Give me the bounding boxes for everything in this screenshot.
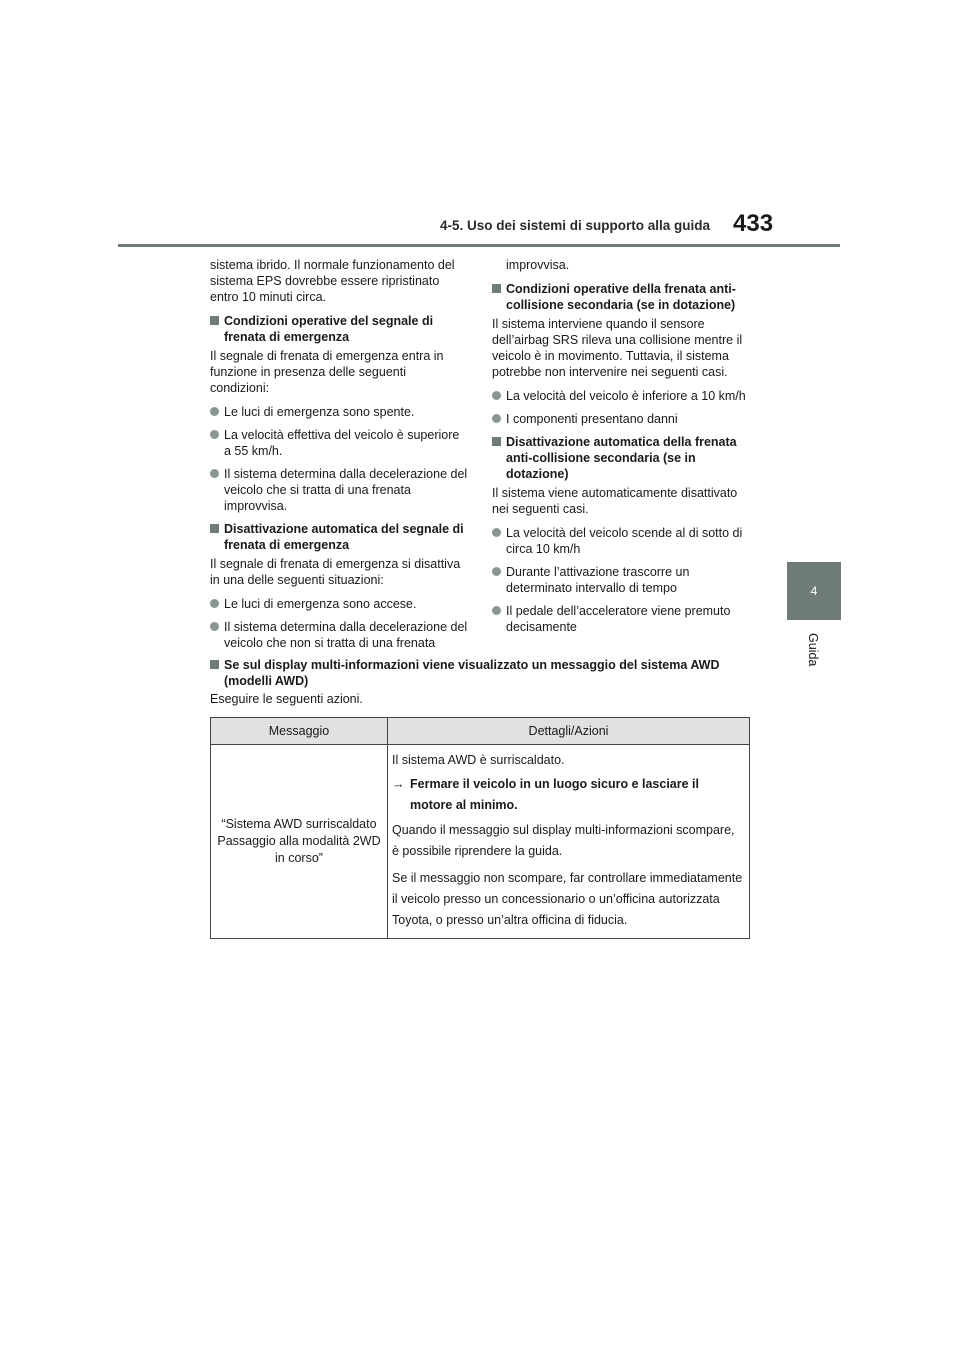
message-cell: “Sistema AWD surriscaldato Passaggio alla modalità 2WD in corso”	[211, 745, 388, 939]
circle-bullet-icon	[210, 599, 219, 608]
awd-section-body: Eseguire le seguenti azioni.	[210, 692, 363, 706]
header-divider	[118, 244, 840, 247]
table-header-row	[211, 718, 750, 745]
square-bullet-icon	[492, 437, 501, 446]
circle-bullet-icon	[210, 469, 219, 478]
square-bullet-icon	[210, 524, 219, 533]
awd-section-heading: Se sul display multi-informazioni viene visualizzato un messaggio del sistema AWD (modelli AWD)	[210, 657, 750, 689]
square-bullet-icon	[210, 316, 219, 325]
detail-text: Se il messaggio non scompare, far controllare immediatamente il veicolo presso un concessionario o un’officina autorizzata Toyota, o presso un’altra officina di fiducia.	[392, 871, 743, 927]
circle-bullet-icon	[210, 407, 219, 416]
square-bullet-icon	[210, 660, 219, 669]
chapter-tab: 4	[787, 562, 841, 620]
intro-paragraph: sistema ibrido. Il normale funzionamento del sistema EPS dovrebbe essere ripristinato entro 10 minuti circa.	[210, 258, 455, 304]
details-cell	[388, 745, 750, 939]
section-heading: Disattivazione automatica del segnale di frenata di emergenza	[210, 521, 468, 553]
square-bullet-icon	[492, 284, 501, 293]
list-item: Le luci di emergenza sono spente.	[210, 404, 468, 420]
list-item: La velocità del veicolo è inferiore a 10 km/h	[492, 388, 750, 404]
list-item: Il pedale dell’acceleratore viene premuto decisamente	[492, 603, 750, 635]
section-title: 4-5. Uso dei sistemi di supporto alla guida	[440, 218, 711, 233]
left-column	[210, 257, 468, 658]
detail-text: Il sistema AWD è surriscaldato.	[392, 753, 565, 767]
list-item: La velocità del veicolo scende al di sotto di circa 10 km/h	[492, 525, 750, 557]
section-body: Il sistema interviene quando il sensore dell’airbag SRS rileva una collisione mentre il veicolo è in movimento. Tuttavia, il sistema potrebbe non intervenire nei seguenti casi.	[492, 317, 743, 379]
right-column	[492, 257, 750, 642]
circle-bullet-icon	[210, 622, 219, 631]
circle-bullet-icon	[210, 430, 219, 439]
list-item: Il sistema determina dalla decelerazione del veicolo che si tratta di una frenata improvvisa.	[210, 466, 468, 514]
table-row	[211, 745, 750, 939]
list-item: La velocità effettiva del veicolo è superiore a 55 km/h.	[210, 427, 468, 459]
section-body: Il sistema viene automaticamente disattivato nei seguenti casi.	[492, 486, 738, 516]
awd-message-table	[210, 717, 750, 939]
circle-bullet-icon	[492, 528, 501, 537]
section-body: Il segnale di frenata di emergenza si disattiva in una delle seguenti situazioni:	[210, 557, 461, 587]
list-item: Le luci di emergenza sono accese.	[210, 596, 468, 612]
circle-bullet-icon	[492, 391, 501, 400]
section-body: Il segnale di frenata di emergenza entra in funzione in presenza delle seguenti condizioni:	[210, 349, 444, 395]
page-number: 433	[733, 210, 774, 237]
list-item: I componenti presentano danni	[492, 411, 750, 427]
action-line: → Fermare il veicolo in un luogo sicuro e lasciare il motore al minimo.	[392, 774, 743, 816]
circle-bullet-icon	[492, 414, 501, 423]
table-header-message: Messaggio	[211, 718, 388, 745]
list-item: Durante l’attivazione trascorre un determinato intervallo di tempo	[492, 564, 750, 596]
circle-bullet-icon	[492, 567, 501, 576]
section-heading: Disattivazione automatica della frenata anti-collisione secondaria (se in dotazione)	[492, 434, 750, 482]
circle-bullet-icon	[492, 606, 501, 615]
section-heading: Condizioni operative della frenata anti-collisione secondaria (se in dotazione)	[492, 281, 750, 313]
arrow-icon: →	[392, 777, 405, 791]
continuation-text: improvvisa.	[506, 258, 570, 272]
detail-text: Quando il messaggio sul display multi-informazioni scompare, è possibile riprendere la guida.	[392, 823, 735, 858]
list-item: Il sistema determina dalla decelerazione del veicolo che non si tratta di una frenata	[210, 619, 468, 651]
section-heading: Condizioni operative del segnale di frenata di emergenza	[210, 313, 468, 345]
table-header-details: Dettagli/Azioni	[388, 718, 750, 745]
chapter-label: Guida	[806, 633, 820, 667]
